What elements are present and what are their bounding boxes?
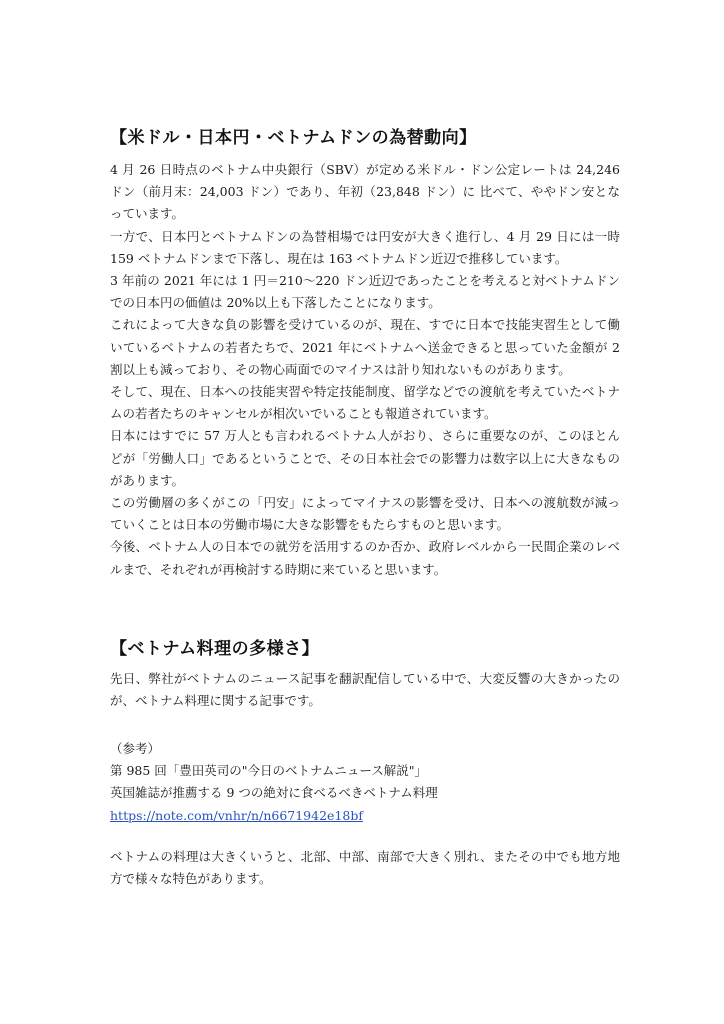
reference-episode: 第 985 回「豊田英司の"今日のベトナムニュース解説"」 [110,763,428,779]
paragraph: そして、現在、日本への技能実習や特定技能制度、留学などでの渡航を考えていたベトナムの若者たちのキャンセルが相次いでいることも報道されています。 [110,384,620,422]
paragraph: 4 月 26 日時点のベトナム中央銀行（SBV）が定める米ドル・ドン公定レートは 24,246 ドン（前月末：24,003 ドン）であり、年初（23,848 ドン）に 比べて、ややドン安となっています。 [110,162,620,222]
section-heading-vietnamese-cuisine: 【ベトナム料理の多様さ】 [110,639,320,659]
paragraph: 一方で、日本円とベトナムドンの為替相場では円安が大きく進行し、4 月 29 日には一時 159 ベトナムドンまで下落し、現在は 163 ベトナムドン近辺で推移しています。 [110,228,620,266]
paragraph: これによって大きな負の影響を受けているのが、現在、すでに日本で技能実習生として働いているベトナムの若者たちで、2021 年にベトナムへ送金できると思っていた金額が 2 割以上も減っており、その物心両面でのマイナスは計り知れないものがあります。 [110,317,620,377]
exchange-rate-body [110,159,620,581]
paragraph: この労働層の多くがこの「円安」によってマイナスの影響を受け、日本への渡航数が減っていくことは日本の労働市場に大きな影響をもたらすものと思います。 [110,495,620,533]
cuisine-intro [110,668,620,712]
paragraph: 3 年前の 2021 年には 1 円＝210～220 ドン近辺であったことを考えると対ベトナムドンでの日本円の価値は 20%以上も下落したことになります。 [110,273,620,311]
section-heading-exchange-rates: 【米ドル・日本円・ベトナムドンの為替動向】 [110,128,477,148]
paragraph: 今後、ベトナム人の日本での就労を活用するのか否か、政府レベルから一民間企業のレベルまで、それぞれが再検討する時期に来ていると思います。 [110,539,620,577]
reference-article-title: 英国雑誌が推薦する 9 つの絶対に食べるべきベトナム料理 [110,785,438,801]
cuisine-closing [110,846,620,890]
paragraph: ベトナムの料理は大きくいうと、北部、中部、南部で大きく別れ、またその中でも地方地方で様々な特色があります。 [110,849,620,887]
reference-label: （参考） [110,741,161,756]
paragraph: 先日、弊社がベトナムのニュース記事を翻訳配信している中で、大変反響の大きかったのが、ベトナム料理に関する記事です。 [110,671,620,709]
paragraph: 日本にはすでに 57 万人とも言われるベトナム人がおり、さらに重要なのが、このほとんどが「労働人口」であるということで、その日本社会での影響力は数字以上に大きなものがあります。 [110,428,620,488]
reference-block [110,738,620,827]
reference-link[interactable]: https://note.com/vnhr/n/n6671942e18bf [110,807,363,823]
